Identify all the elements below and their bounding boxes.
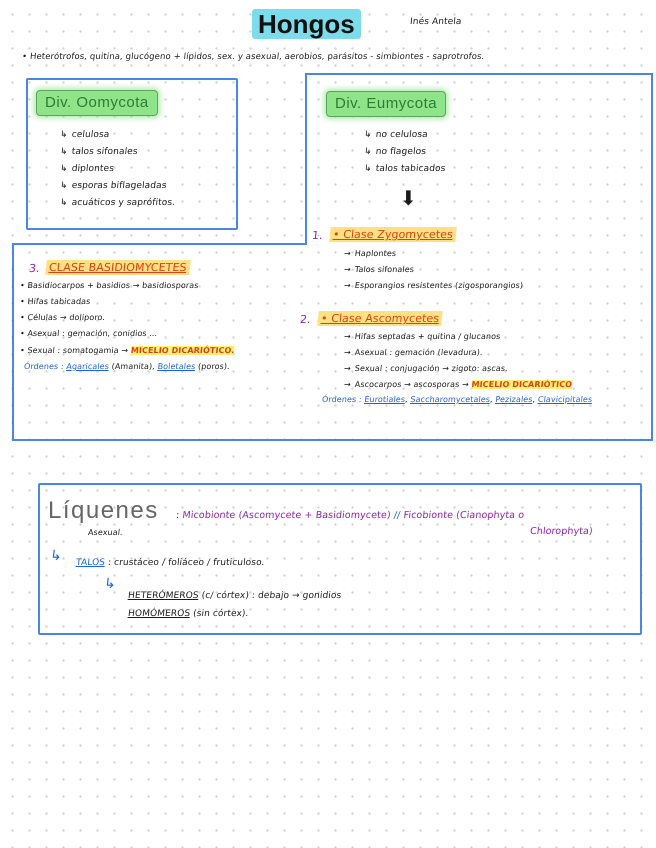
order-link: Clavicipitales <box>537 395 593 404</box>
oomycota-label: Div. Oomycota <box>36 90 158 116</box>
basidio-orders: Órdenes : Agaricales (Amanita), Boletales (poros). <box>23 362 231 371</box>
arrow-icon: ↳ <box>59 130 69 140</box>
mycobiont: Micobionte (Ascomycete + Basidiomycete) <box>181 510 392 521</box>
list-item: • Basidiocarpos + basidios → basidiosporas <box>19 281 200 290</box>
list-item: → Hifas septadas + quitina / glucanos <box>343 332 501 341</box>
asco-orders: Órdenes : Eurotiales, Saccharomycetales, Pezizales, Clavicipitales <box>321 395 593 404</box>
author-name: Inés Antela <box>409 17 463 27</box>
list-item: → Sexual : conjugación → zigoto: ascas. <box>343 364 509 373</box>
intro-line: • Heterótrofos, quitina, glucógeno + lípidos, sex. y asexual, aerobios, parásitos - simbiontes - saprotrofos. <box>21 52 485 62</box>
list-item: ↳ acuáticos y saprófitos. <box>59 198 176 208</box>
homomeros-label: HOMÓMEROS <box>127 609 191 619</box>
list-item: → Talos sifonales <box>343 265 415 274</box>
list-item: ↳ esporas biflageladas <box>59 181 167 191</box>
heteromeros-line: HETERÓMEROS (c/ córtex) : debajo → gonidios <box>127 591 342 601</box>
zygo-number: 1. <box>311 229 324 242</box>
arrow-icon: → <box>343 364 352 373</box>
down-arrow-icon: ⬇ <box>400 186 417 210</box>
heteromeros-label: HETERÓMEROS <box>127 591 200 601</box>
list-item: • Hifas tabicadas <box>19 297 91 306</box>
arrow-icon: → <box>343 332 352 341</box>
arrow-icon: ↳ <box>59 181 69 191</box>
order-link: Saccharomycetales <box>409 395 491 404</box>
list-item: → Haplontes <box>343 249 397 258</box>
arrow-icon: → <box>343 348 352 357</box>
corner-arrow-icon: ↳ <box>49 548 63 564</box>
basidio-number: 3. <box>28 262 41 275</box>
phycobiont-cont: Chlorophyta) <box>529 526 594 537</box>
talos-label: TALOS <box>75 558 106 568</box>
list-item: → Ascocarpos → ascosporas → MICELIO DICARIÓTICO <box>343 380 573 389</box>
corner-arrow-icon: ↳ <box>103 576 117 592</box>
arrow-icon: ↳ <box>363 130 373 140</box>
arrow-icon: ↳ <box>59 198 69 208</box>
list-item: ↳ celulosa <box>59 130 110 140</box>
highlight-text: MICELIO DICARIÓTICO. <box>130 346 235 355</box>
list-item: ↳ no celulosa <box>363 130 429 140</box>
order-link: Agaricales <box>65 362 110 371</box>
list-item: • Asexual : gemación, conidios ... <box>19 329 158 338</box>
arrow-icon: ↳ <box>363 164 373 174</box>
highlight-text: MICELIO DICARIÓTICO <box>471 380 573 389</box>
arrow-icon: → <box>343 281 352 290</box>
zygo-title: • Clase Zygomycetes <box>329 227 457 242</box>
lichens-asexual: Asexual. <box>87 528 124 537</box>
list-item: ↳ talos sifonales <box>59 147 139 157</box>
lichens-title: Líquenes <box>48 497 159 524</box>
list-item: • Células → doliporo. <box>19 313 106 322</box>
list-item: ↳ no flagelos <box>363 147 427 157</box>
asco-number: 2. <box>299 313 312 326</box>
phycobiont: Ficobionte (Cianophyta o <box>402 510 525 521</box>
order-link: Boletales <box>157 362 196 371</box>
list-item: → Esporangios resistentes (zigosporangios) <box>343 281 524 290</box>
list-item: • Sexual : somatogamia → MICELIO DICARIÓTICO. <box>19 346 235 355</box>
arrow-icon: ↳ <box>59 164 69 174</box>
list-item: ↳ talos tabicados <box>363 164 446 174</box>
list-item: ↳ diplontes <box>59 164 115 174</box>
arrow-icon: → <box>343 249 352 258</box>
talos-line: TALOS : crustáceo / foliáceo / fruticuloso. <box>75 558 265 568</box>
page-title: Hongos <box>252 9 361 39</box>
asco-title: • Clase Ascomycetes <box>317 311 443 326</box>
arrow-icon: ↳ <box>59 147 69 157</box>
basidio-title: CLASE BASIDIOMYCETES <box>45 260 190 275</box>
arrow-icon: → <box>343 380 352 389</box>
lichens-definition: : Micobionte (Ascomycete + Basidiomycete) // Ficobionte (Cianophyta o <box>175 510 525 521</box>
list-item: → Asexual : gemación (levadura). <box>343 348 484 357</box>
arrow-icon: → <box>343 265 352 274</box>
homomeros-line: HOMÓMEROS (sin córtex). <box>127 609 249 619</box>
order-link: Eurotiales <box>363 395 406 404</box>
eumycota-label: Div. Eumycota <box>326 91 446 117</box>
order-link: Pezizales <box>494 395 534 404</box>
arrow-icon: ↳ <box>363 147 373 157</box>
